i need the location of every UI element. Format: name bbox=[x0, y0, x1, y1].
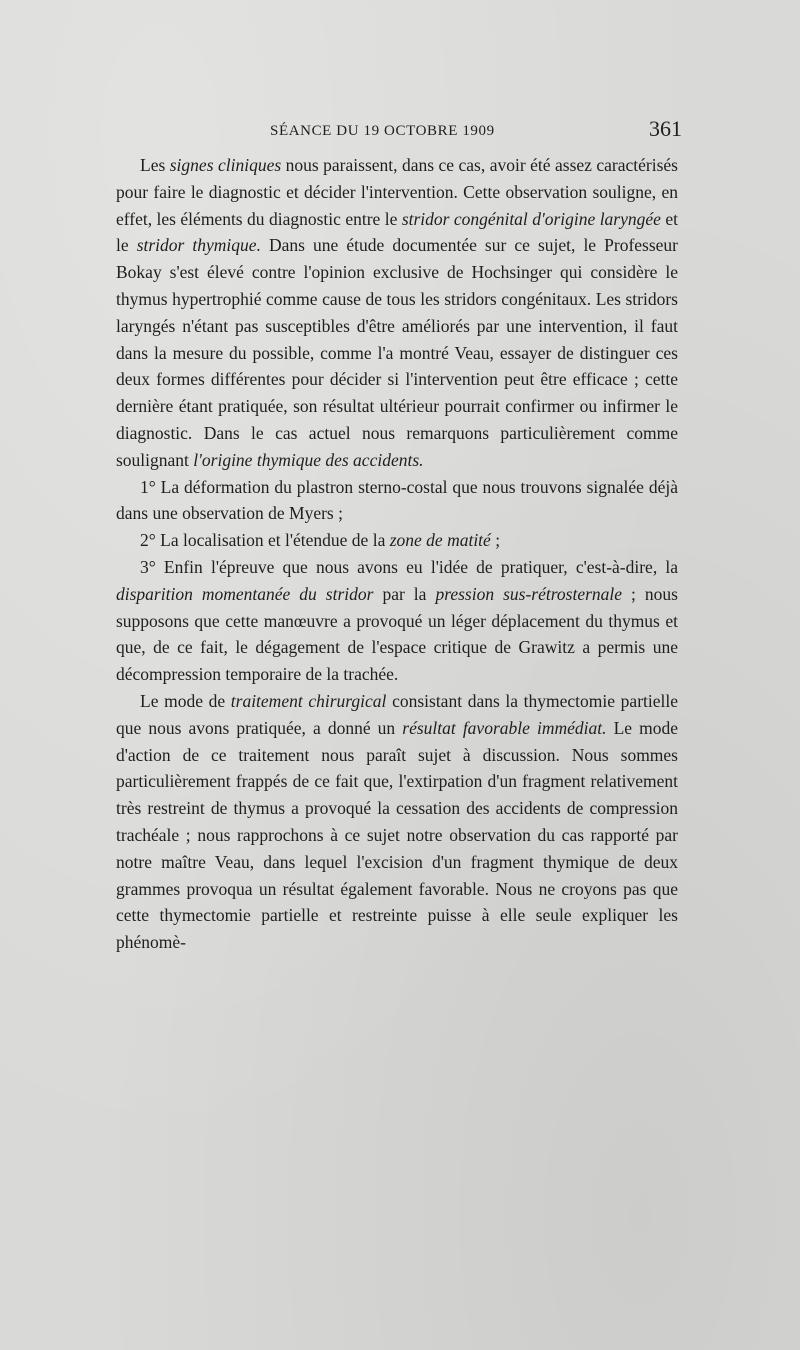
header-title: SÉANCE DU 19 OCTOBRE 1909 bbox=[270, 123, 495, 139]
text-run: Les bbox=[140, 155, 170, 175]
page-number: 361 bbox=[649, 116, 682, 141]
text-run: 3° Enfin l'épreuve que nous avons eu l'idée de pratiquer, c'est-à-dire, la bbox=[140, 556, 678, 577]
italic-text: stridor congénital d'origine laryngée bbox=[401, 208, 661, 229]
text-run: ; nous supposons que cette manœuvre a provoqué un léger déplacement du thymus et que, de ce fait, le dégagement de l'espace critique de Grawitz a permis une décompression temporaire de la trachée. bbox=[116, 583, 678, 685]
text-run: 2° La localisation et l'étendue de la bbox=[140, 530, 390, 551]
text-run: consistant dans la thymectomie partielle que nous avons pratiquée, a donné un bbox=[116, 690, 679, 738]
text-run: Dans une étude documentée sur ce sujet, le Professeur Bokay s'est élevé contre l'opinion exclusive de Hochsinger qui considère le thymus hypertrophié comme cause de tous les stridors congénitaux. Les stridors laryngés n'étant pas susceptibles d'être améliorés par une intervention, il faut dans la mesure du possible, comme l'a montré Veau, essayer de distinguer ces deux formes différentes pour décider si l'intervention peut être efficace ; cette dernière étant pratiquée, son résultat ultérieur pourrait confirmer ou infirmer le diagnostic. Dans le cas actuel nous remarquons particulièrement comme soulignant bbox=[116, 235, 678, 470]
text-run: ; bbox=[490, 530, 501, 551]
italic-text: zone de matité bbox=[389, 530, 491, 551]
italic-text: pression sus-rétrosternale bbox=[435, 583, 623, 604]
text-run: Le mode d'action de ce traitement nous paraît sujet à discussion. Nous sommes particulièrement frappés de ce fait que, l'extirpation d'un fragment relativement très restreint de thymus a provoqué la cessation des accidents de compression trachéale ; nous rapprochons à ce sujet notre observation du cas rapporté par notre maître Veau, dans lequel l'excision d'un fragment thymique de deux grammes provoqua un résultat également favorable. Nous ne croyons pas que cette thymectomie partielle et restreinte puisse à elle seule expliquer les phénomè- bbox=[116, 717, 678, 953]
italic-text: stridor thymique. bbox=[136, 235, 261, 256]
text-run: Le mode de bbox=[140, 690, 231, 711]
paragraph-clinical-signs bbox=[116, 152, 678, 474]
text-run: par la bbox=[373, 583, 436, 604]
italic-text: l'origine thymique des accidents. bbox=[193, 449, 424, 470]
italic-text: disparition momentanée du stridor bbox=[116, 583, 374, 604]
paragraph-point-3 bbox=[116, 554, 678, 688]
text-run: et le bbox=[116, 208, 679, 256]
italic-text: résultat favorable immédiat. bbox=[402, 717, 607, 738]
text-run: nous paraissent, dans ce cas, avoir été assez caractérisés pour faire le diagnostic et décider l'intervention. Cette observation souligne, en effet, les éléments du diagnostic entre le bbox=[116, 155, 678, 229]
text-run: 1° La déformation du plastron sterno-costal que nous trouvons signalée déjà dans une observation de Myers ; bbox=[116, 476, 678, 524]
italic-text: signes cliniques bbox=[169, 155, 282, 175]
paragraph-point-2 bbox=[116, 527, 678, 554]
body-text bbox=[116, 152, 678, 956]
italic-text: traitement chirurgical bbox=[230, 690, 387, 711]
paragraph-point-1 bbox=[116, 474, 678, 528]
paragraph-treatment bbox=[116, 688, 678, 956]
running-header bbox=[110, 116, 682, 144]
